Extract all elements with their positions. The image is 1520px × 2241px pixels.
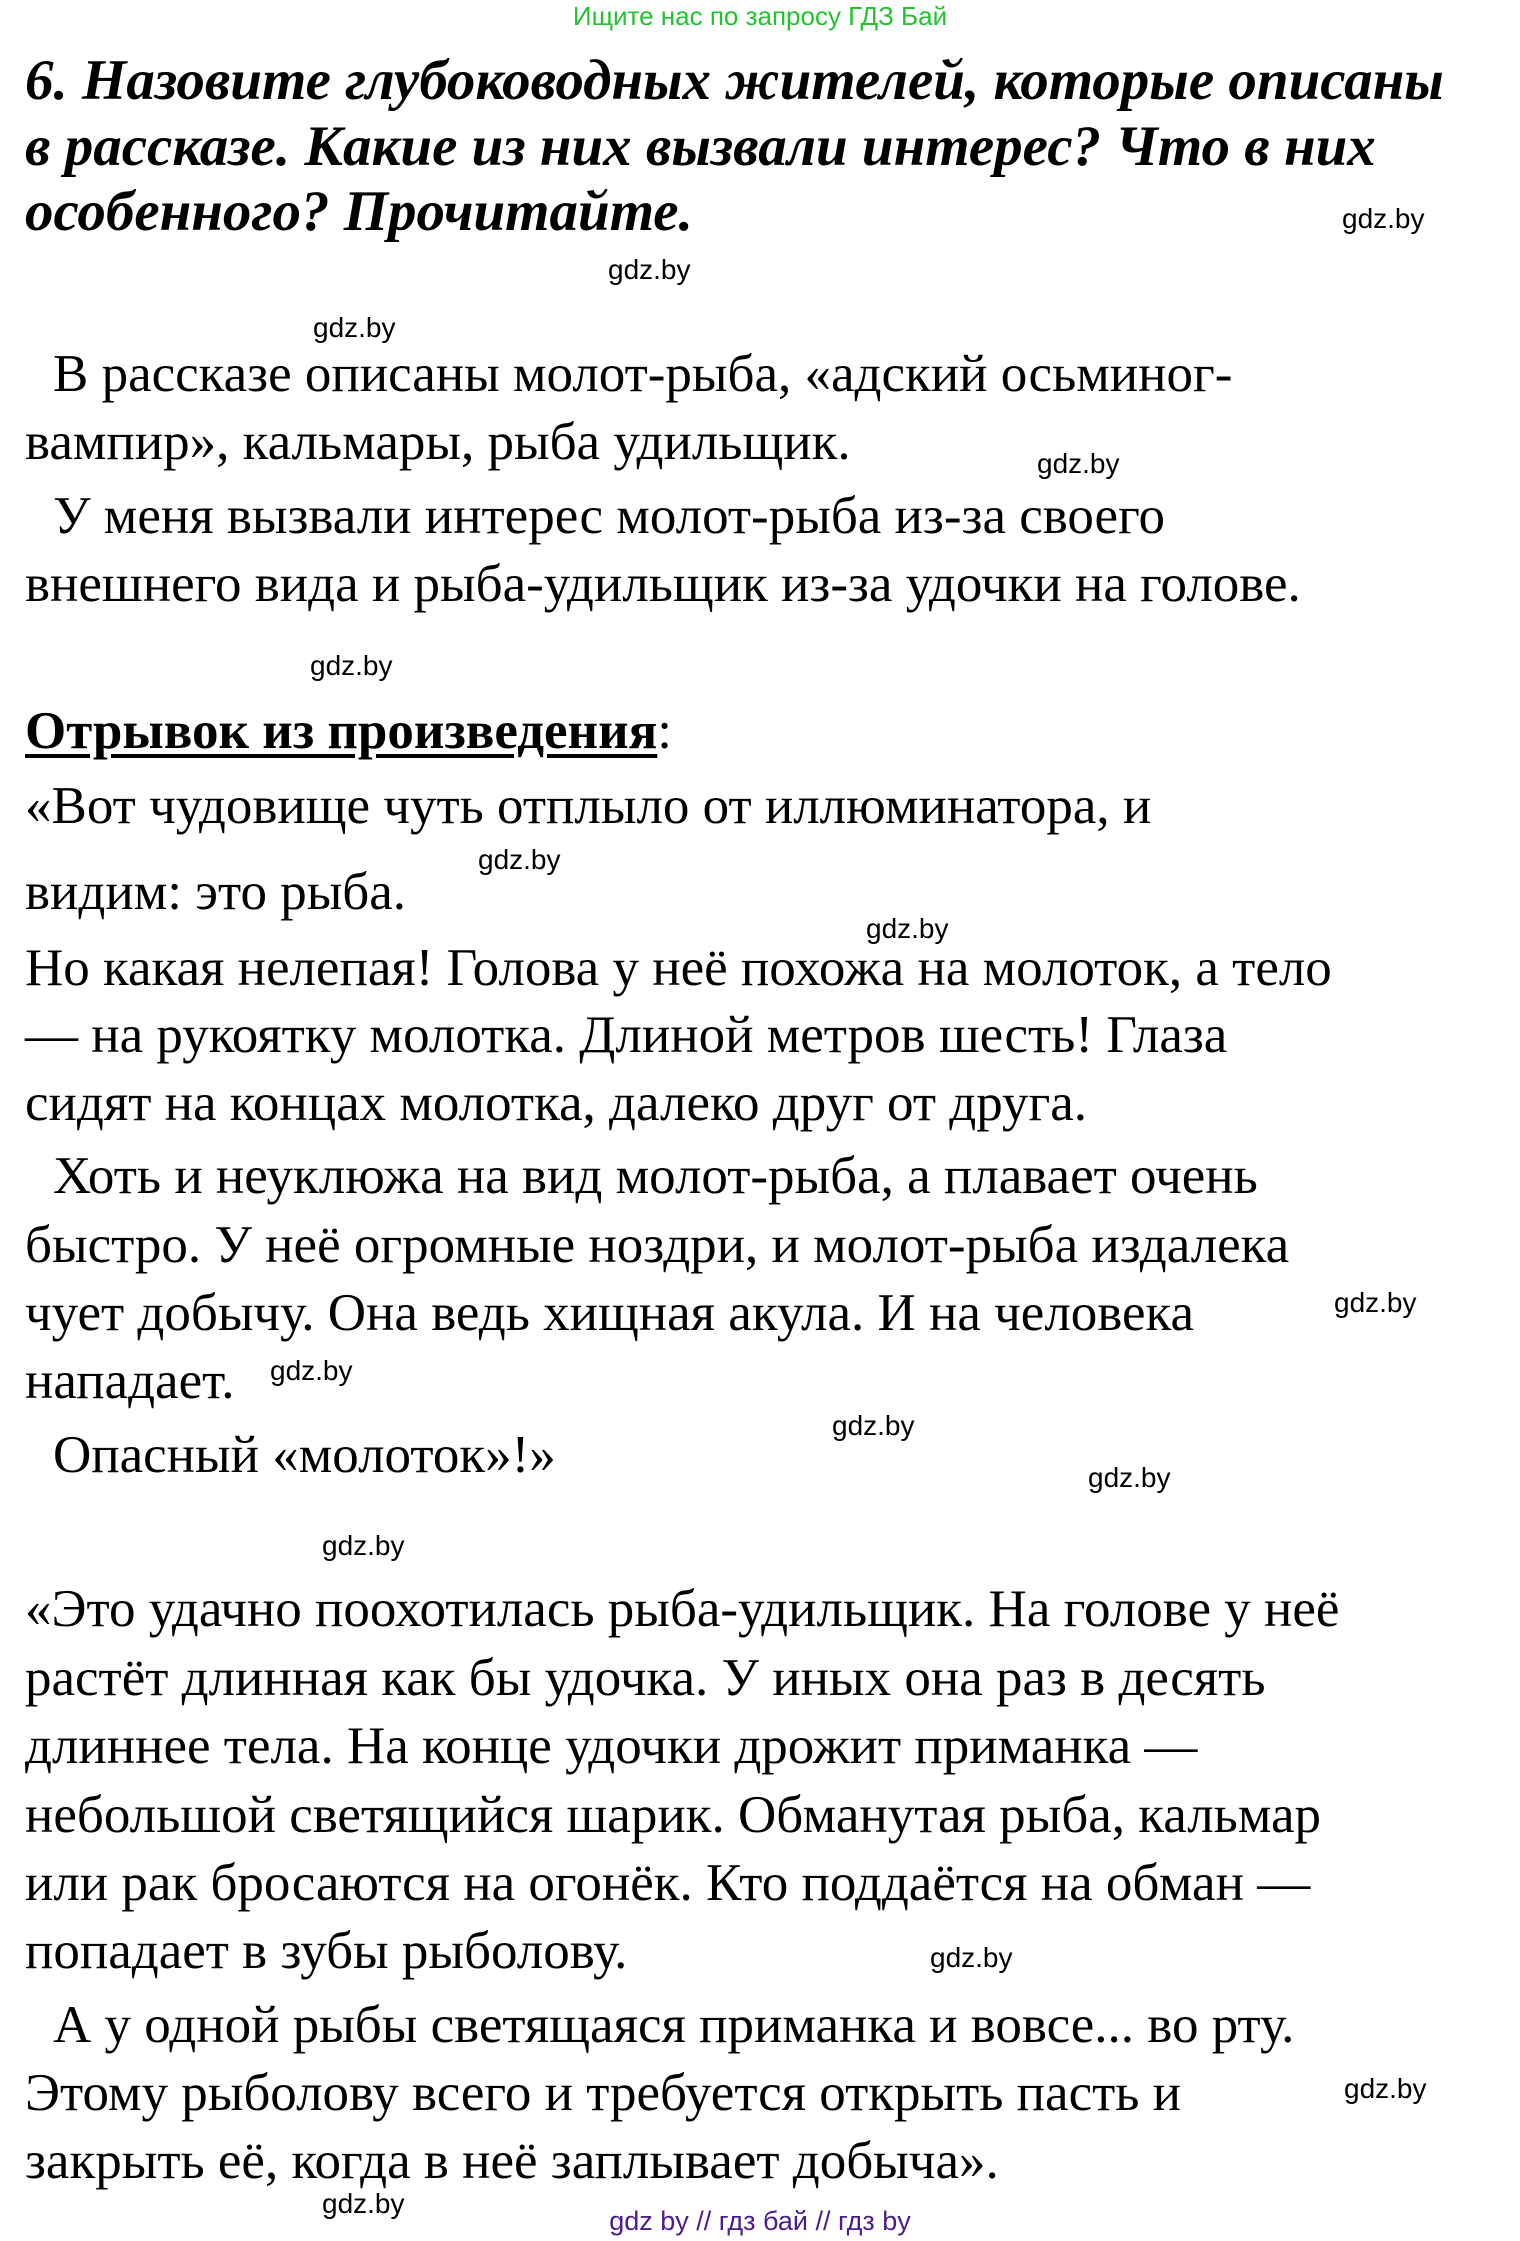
question-line-1: 6. Назовите глубоководных жителей, которые описаны xyxy=(25,49,1444,112)
excerpt-line: длиннее тела. На конце удочки дрожит приманка — xyxy=(25,1717,1198,1775)
watermark: gdz.by xyxy=(1037,448,1120,479)
watermark: gdz.by xyxy=(930,1942,1013,1973)
watermark: gdz.by xyxy=(322,2188,405,2219)
answer-line-1: В рассказе описаны молот-рыба, «адский осьминог- xyxy=(53,345,1233,403)
watermark: gdz.by xyxy=(478,844,561,875)
watermark: gdz.by xyxy=(1344,2073,1427,2104)
excerpt-heading-colon: : xyxy=(657,702,673,760)
excerpt-line: попадает в зубы рыболову. xyxy=(25,1922,628,1980)
watermark: gdz.by xyxy=(322,1530,405,1561)
excerpt-heading-text: Отрывок из произведения xyxy=(25,702,658,760)
watermark: gdz.by xyxy=(310,650,393,681)
watermark: gdz.by xyxy=(608,254,691,285)
answer-line-2: вампир», кальмары, рыба удильщик. xyxy=(25,413,851,471)
excerpt-line: Но какая нелепая! Голова у неё похожа на молоток, а тело xyxy=(25,939,1332,997)
excerpt-line: Этому рыболову всего и требуется открыть пасть и xyxy=(25,2064,1182,2122)
footer-links: gdz by // гдз бай // гдз by xyxy=(609,2206,911,2236)
question-line-2: в рассказе. Какие из них вызвали интерес? Что в них xyxy=(25,115,1376,178)
excerpt-line: — на рукоятку молотка. Длиной метров шесть! Глаза xyxy=(25,1006,1228,1064)
excerpt-line: небольшой светящийся шарик. Обманутая рыба, кальмар xyxy=(25,1786,1322,1844)
top-banner: Ищите нас по запросу ГДЗ Бай xyxy=(572,1,948,31)
excerpt-line: Хоть и неуклюжа на вид молот-рыба, а плавает очень xyxy=(53,1147,1258,1205)
excerpt-line: сидят на концах молотка, далеко друг от друга. xyxy=(25,1074,1088,1132)
excerpt-line: быстро. У неё огромные ноздри, и молот-рыба издалека xyxy=(25,1216,1290,1274)
watermark: gdz.by xyxy=(270,1355,353,1386)
excerpt-line: видим: это рыба. xyxy=(25,863,407,921)
question-line-3: особенного? Прочитайте. xyxy=(25,180,693,243)
excerpt-line: закрыть её, когда в неё заплывает добыча». xyxy=(25,2132,999,2190)
watermark: gdz.by xyxy=(1342,203,1425,234)
excerpt-line: «Вот чудовище чуть отплыло от иллюминатора, и xyxy=(25,777,1152,835)
watermark: gdz.by xyxy=(832,1410,915,1441)
excerpt-line: «Это удачно поохотилась рыба-удильщик. На голове у неё xyxy=(25,1580,1340,1638)
excerpt-line: Опасный «молоток»!» xyxy=(53,1426,556,1484)
watermark: gdz.by xyxy=(1088,1462,1171,1493)
watermark: gdz.by xyxy=(313,312,396,343)
excerpt-heading xyxy=(25,702,673,760)
excerpt-line: чует добычу. Она ведь хищная акула. И на человека xyxy=(25,1284,1194,1342)
answer-line-4: внешнего вида и рыба-удильщик из-за удочки на голове. xyxy=(25,555,1301,613)
watermark: gdz.by xyxy=(1334,1287,1417,1318)
excerpt-line: нападает. xyxy=(25,1352,235,1410)
excerpt-line: растёт длинная как бы удочка. У иных она раз в десять xyxy=(25,1649,1266,1707)
excerpt-line: или рак бросаются на огонёк. Кто поддаётся на обман — xyxy=(25,1854,1311,1912)
excerpt-line: А у одной рыбы светящаяся приманка и вовсе... во рту. xyxy=(53,1996,1295,2054)
watermark: gdz.by xyxy=(866,913,949,944)
answer-line-3: У меня вызвали интерес молот-рыба из-за своего xyxy=(53,487,1165,545)
